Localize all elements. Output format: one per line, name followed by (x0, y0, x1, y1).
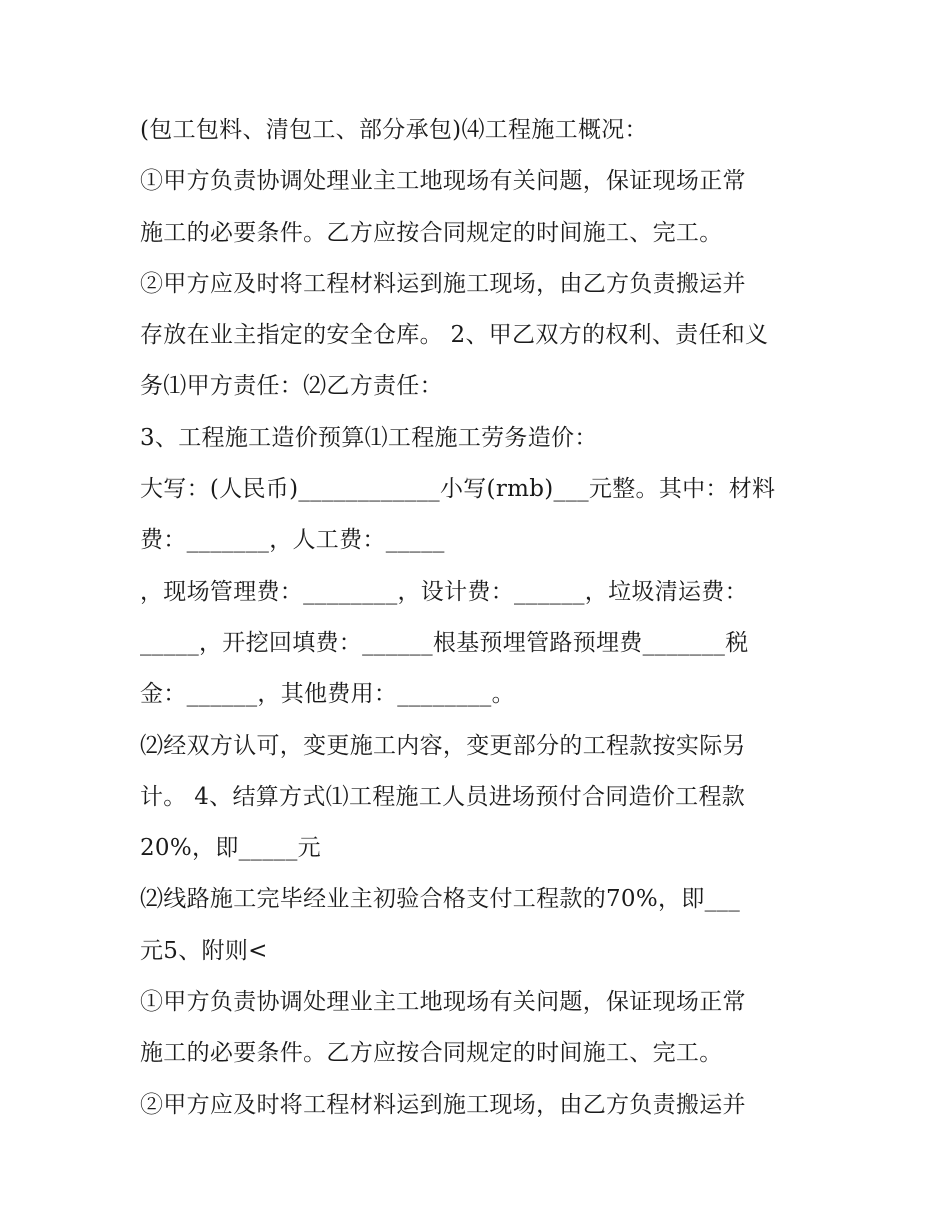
text-line: 存放在业主指定的安全仓库。 2、甲乙双方的权利、责任和义 (140, 322, 769, 349)
text-line: ⑵经双方认可，变更施工内容，变更部分的工程款按实际另 (140, 732, 746, 759)
text-line: 施工的必要条件。乙方应按合同规定的时间施工、完工。 (140, 1040, 723, 1067)
text-line: 施工的必要条件。乙方应按合同规定的时间施工、完工。 (140, 219, 723, 246)
text-line: _____，开挖回填费：______根基预埋管路预埋费_______税 (140, 629, 749, 656)
text-line: 3、工程施工造价预算⑴工程施工劳务造价： (140, 424, 598, 451)
text-line: 务⑴甲方责任：⑵乙方责任： (140, 373, 443, 400)
text-line: ⑵线路施工完毕经业主初验合格支付工程款的70%，即___ (140, 886, 741, 913)
text-line: 元5、附则< (140, 937, 268, 964)
text-line: ①甲方负责协调处理业主工地现场有关问题，保证现场正常 (140, 989, 746, 1016)
document-body (140, 105, 820, 1131)
text-line: 计。 4、结算方式⑴工程施工人员进场预付合同造价工程款 (140, 783, 746, 810)
text-line: ①甲方负责协调处理业主工地现场有关问题，保证现场正常 (140, 168, 746, 195)
text-line: ②甲方应及时将工程材料运到施工现场，由乙方负责搬运并 (140, 270, 746, 297)
text-line: 金：______，其他费用：________。 (140, 681, 515, 708)
text-line: ②甲方应及时将工程材料运到施工现场，由乙方负责搬运并 (140, 1091, 746, 1118)
text-line: 费：_______，人工费：_____ (140, 527, 445, 554)
text-line: (包工包料、清包工、部分承包)⑷工程施工概况： (140, 117, 648, 143)
text-line: ，现场管理费：________，设计费：______，垃圾清运费： (140, 578, 748, 605)
text-line: 20%，即_____元 (140, 835, 321, 862)
text-line: 大写：(人民币)____________小写(rmb)___元整。其中：材料 (140, 476, 776, 503)
